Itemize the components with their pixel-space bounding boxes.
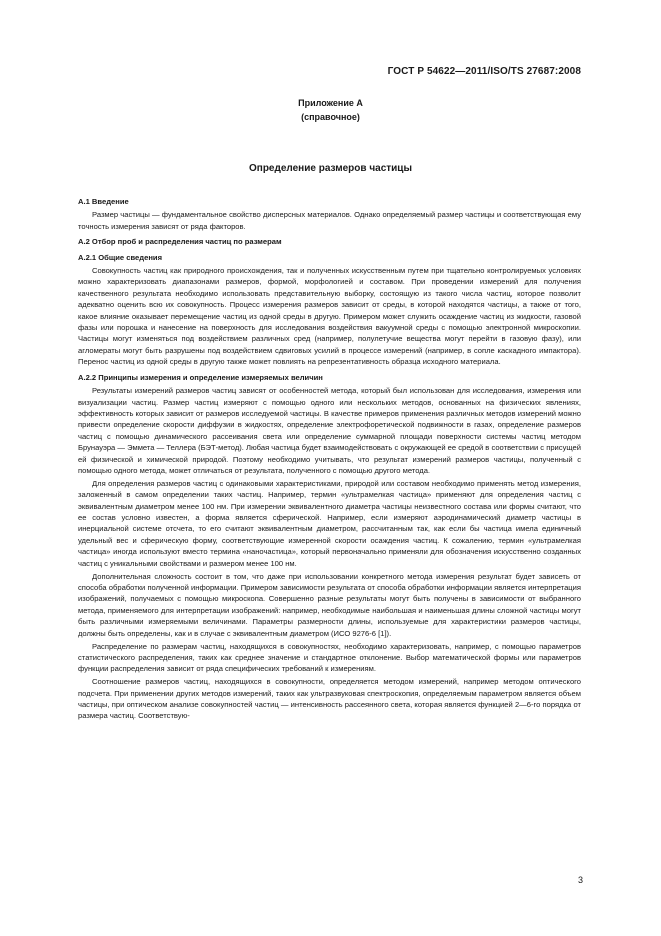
section-heading-a22: А.2.2 Принципы измерения и определение измеряемых величин bbox=[78, 372, 323, 382]
section-heading-a21: А.2.1 Общие сведения bbox=[78, 252, 163, 262]
annex-block bbox=[0, 96, 661, 124]
paragraph: Совокупность частиц как природного происхождения, так и полученных искусственным путем при тщательно контролируемых условиях можно характеризовать диапазонами размеров, формой, морфологией и составом. При проведении измерений для получения качественного результата необходимо использовать представительную выборку, состоящую из такого числа частиц, которое позволит адекватно оценить всю их совокупность. Процесс измерения размеров зависит от среды, в которой находятся частицы, а также от того, какое влияние оказывает перемещение частиц из одной среды в другую. Примером может служить осаждение частиц из жидкости, газовой фазы или порошка и нанесение на поверхность для исследования воздействия вакуумной среды с помощью электронной микроскопии. Частицы могут изменяться под воздействием различных сред (например, полулетучие вещества могут перейти в газовую фазу), или агломераты могут быть разрушены под воздействием сдвиговых усилий в процессе измерений (например, в сопле каскадного импактора). Перенос частиц из одной среды в другую также может повлиять на репрезентативность образца исходного материала. bbox=[78, 266, 581, 367]
annex-label: Приложение А bbox=[298, 98, 363, 108]
paragraph: Для определения размеров частиц с одинаковыми характеристиками, природой или составом необходимо применять метод измерения, заложенный в самом определении таких частиц. Например, термин «ультрамелкая частица» применяют для определения частиц с эквивалентным диаметром менее 100 нм. При измерении эквивалентного диаметра частицы неизвестного состава или формы считают, что ее состав условно известен, а форма является сферической. Например, если измеряют аэродинамический диаметр частицы в инерциальной системе отсчета, то его считают эквивалентным диаметром, рассчитанным так, как если бы частица имела единичный удельный вес и сферическую форму, соответствующие измеренной скорости осаждения частиц. К сожалению, термин «ультрамелкая частица» иногда используют вместо термина «наночастица», который первоначально применяли для обозначения искусственно созданных частиц с уникальными свойствами и размером менее 100 нм. bbox=[78, 478, 581, 568]
page-title: Определение размеров частицы bbox=[249, 163, 412, 174]
paragraph: Результаты измерений размеров частиц зависят от особенностей метода, который был использован для исследования, измерения или визуализации частиц. Размер частиц измеряют с помощью одного или нескольких методов, основанных на физических явлениях, эффективность которых зависит от размеров исследуемой частицы. В качестве примеров применения различных методов измерений можно привести определение скорости диффузии в жидкостях, определение электрофоретической подвижности в газах, определение размеров частиц с помощью динамического рассеивания света или определение суммарной площади поверхности системы частиц методом Брунауэра — Эммета — Теллера (БЭТ-метод). Любая частица будет взаимодействовать с окружающей ее средой в соответствии с присущей ей физической и химической природой. Поэтому необходимо учитывать, что результат измерений размеров частицы, полученный с помощью одного метода, может отличаться от результата, полученного с помощью другого метода. bbox=[78, 386, 582, 475]
paragraph: Соотношение размеров частиц, находящихся в совокупности, определяется методом измерений, например методом оптического подсчета. При применении других методов измерений, таких как ультразвуковая спектроскопия, определяемым параметром является объем частицы, при оптическом анализе совокупностей частиц — интенсивность рассеянного света, которая является функцией 2—6-го порядка от размера частиц. Соответствую- bbox=[78, 677, 581, 721]
section-heading-a1: А.1 Введение bbox=[78, 197, 129, 206]
paragraph: Размер частицы — фундаментальное свойство дисперсных материалов. Однако определяемый размер частицы и соответствующая ему точность измерения зависят от ряда факторов. bbox=[78, 210, 581, 231]
annex-type: (справочное) bbox=[301, 112, 360, 122]
page-number: 3 bbox=[577, 875, 583, 885]
section-heading-a2: А.2 Отбор проб и распределения частиц по размерам bbox=[78, 237, 282, 247]
paragraph: Дополнительная сложность состоит в том, что даже при использовании конкретного метода измерения результат будет зависеть от способа обработки полученной информации. Примером зависимости результата от способа обработки информации является интерпретация изображений, получаемых с помощью микроскопа. Совершенно разные результаты могут быть получены в зависимости от выбранного метода, применяемого для интерпретации изображений: например, необходимые наибольшая и наименьшая длины сложной частицы могут быть различными измеряемыми величинами. Параметры размерности длины, используемые для характеристики размеров частицы, должны быть определены, как и в случае с эквивалентным диаметром (ИСО 9276-6 [1]). bbox=[78, 571, 581, 638]
document-code: ГОСТ Р 54622—2011/ISO/TS 27687:2008 bbox=[387, 66, 581, 77]
document-body bbox=[78, 192, 581, 723]
paragraph: Распределение по размерам частиц, находящихся в совокупностях, необходимо характеризовать, например, с помощью параметров статистического распределения, таких как среднее значение и стандартное отклонение. Выбор математической формы или параметров функции распределения зависит от ряда специфических требований к измерениям. bbox=[78, 641, 581, 674]
